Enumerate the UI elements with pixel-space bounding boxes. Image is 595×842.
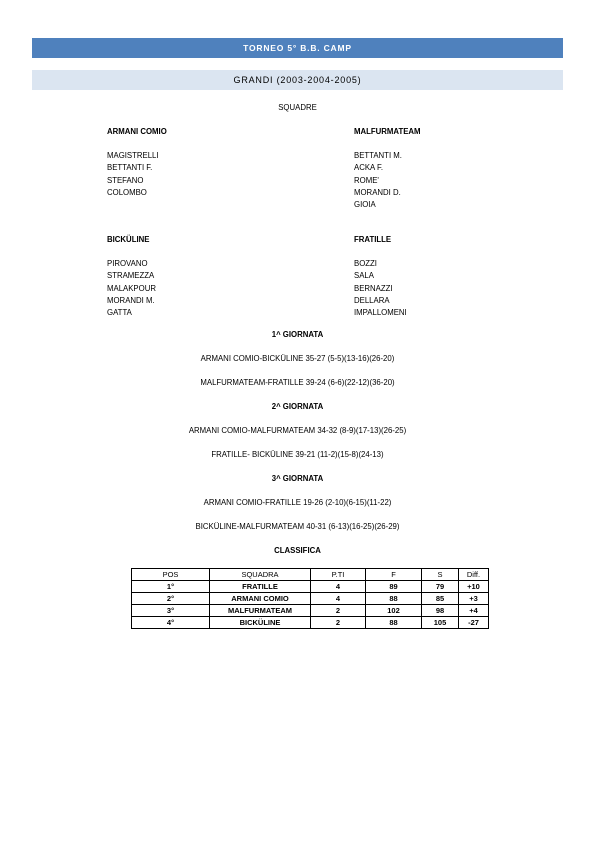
- table-cell: 2°: [132, 593, 210, 605]
- player-name: PIROVANO: [107, 259, 148, 269]
- player-list: [107, 150, 167, 199]
- match-result: ARMANI COMIO-FRATILLE 19-26 (2-10)(6-15)(11-22): [203, 498, 392, 507]
- table-row: [132, 581, 489, 593]
- player-name: GATTA: [107, 308, 132, 318]
- team-block-armani-comio: [107, 126, 167, 199]
- player-name: MORANDI M.: [107, 295, 155, 305]
- round-title: 2^ GIORNATA: [271, 402, 324, 411]
- table-header-row: [132, 569, 489, 581]
- table-row: [132, 617, 489, 629]
- table-cell: FRATILLE: [210, 581, 311, 593]
- standings-table: [131, 568, 489, 629]
- player-name: COLOMBO: [107, 187, 147, 197]
- table-row: [132, 593, 489, 605]
- table-cell: 2: [311, 617, 366, 629]
- category-title: GRANDI (2003-2004-2005): [233, 75, 362, 85]
- category-bar: [32, 70, 563, 90]
- player-name: MAGISTRELLI: [107, 151, 159, 161]
- table-cell: 98: [422, 605, 459, 617]
- column-header: S: [422, 569, 459, 581]
- match-result: ARMANI COMIO-BICKÜLINE 35-27 (5-5)(13-16)(26-20): [200, 354, 395, 363]
- team-name: ARMANI COMIO: [107, 127, 167, 136]
- squadre-label: SQUADRE: [278, 103, 317, 112]
- team-block-fratille: [354, 234, 407, 319]
- team-block-bickuline: [107, 234, 156, 319]
- tournament-title-bar: [32, 38, 563, 58]
- table-cell: 4°: [132, 617, 210, 629]
- column-header: P.TI: [311, 569, 366, 581]
- column-header: F: [366, 569, 422, 581]
- player-list: [354, 150, 421, 211]
- player-name: GIOIA: [354, 200, 376, 210]
- table-cell: 1°: [132, 581, 210, 593]
- match-result: BICKÜLINE-MALFURMATEAM 40-31 (6-13)(16-25)(26-29): [195, 522, 400, 531]
- player-name: DELLARA: [354, 295, 390, 305]
- player-name: BOZZI: [354, 259, 377, 269]
- table-cell: BICKÜLINE: [210, 617, 311, 629]
- column-header: SQUADRA: [210, 569, 311, 581]
- table-cell: ARMANI COMIO: [210, 593, 311, 605]
- table-cell: +4: [459, 605, 489, 617]
- match-result: FRATILLE- BICKÜLINE 39-21 (11-2)(15-8)(24-13): [211, 450, 384, 459]
- player-list: [107, 258, 156, 319]
- round-title: 1^ GIORNATA: [271, 330, 324, 339]
- player-name: STEFANO: [107, 175, 144, 185]
- table-cell: 89: [366, 581, 422, 593]
- team-name: MALFURMATEAM: [354, 127, 421, 136]
- table-cell: 88: [366, 617, 422, 629]
- column-header: POS: [132, 569, 210, 581]
- standings-title: CLASSIFICA: [274, 546, 321, 555]
- table-cell: 85: [422, 593, 459, 605]
- table-cell: MALFURMATEAM: [210, 605, 311, 617]
- round-title: 3^ GIORNATA: [271, 474, 324, 483]
- player-name: BETTANTI M.: [354, 151, 402, 161]
- table-row: [132, 605, 489, 617]
- team-block-malfurmateam: [354, 126, 421, 211]
- table-cell: +3: [459, 593, 489, 605]
- team-name: BICKÜLINE: [107, 235, 150, 244]
- table-cell: 4: [311, 593, 366, 605]
- tournament-title: TORNEO 5° B.B. CAMP: [243, 43, 352, 53]
- player-list: [354, 258, 407, 319]
- player-name: STRAMEZZA: [107, 271, 155, 281]
- player-name: BERNAZZI: [354, 283, 393, 293]
- column-header: Diff.: [459, 569, 489, 581]
- player-name: BETTANTI F.: [107, 163, 153, 173]
- player-name: IMPALLOMENI: [354, 308, 407, 318]
- player-name: ACKA F.: [354, 163, 384, 173]
- table-cell: 2: [311, 605, 366, 617]
- player-name: SALA: [354, 271, 374, 281]
- team-name: FRATILLE: [354, 235, 392, 244]
- table-cell: 3°: [132, 605, 210, 617]
- match-result: MALFURMATEAM-FRATILLE 39-24 (6-6)(22-12)(36-20): [200, 378, 395, 387]
- table-cell: 88: [366, 593, 422, 605]
- table-cell: 79: [422, 581, 459, 593]
- player-name: ROME': [354, 175, 379, 185]
- match-result: ARMANI COMIO-MALFURMATEAM 34-32 (8-9)(17-13)(26-25): [188, 426, 407, 435]
- table-cell: -27: [459, 617, 489, 629]
- table-cell: +10: [459, 581, 489, 593]
- player-name: MALAKPOUR: [107, 283, 156, 293]
- table-cell: 4: [311, 581, 366, 593]
- table-cell: 102: [366, 605, 422, 617]
- player-name: MORANDI D.: [354, 187, 401, 197]
- table-cell: 105: [422, 617, 459, 629]
